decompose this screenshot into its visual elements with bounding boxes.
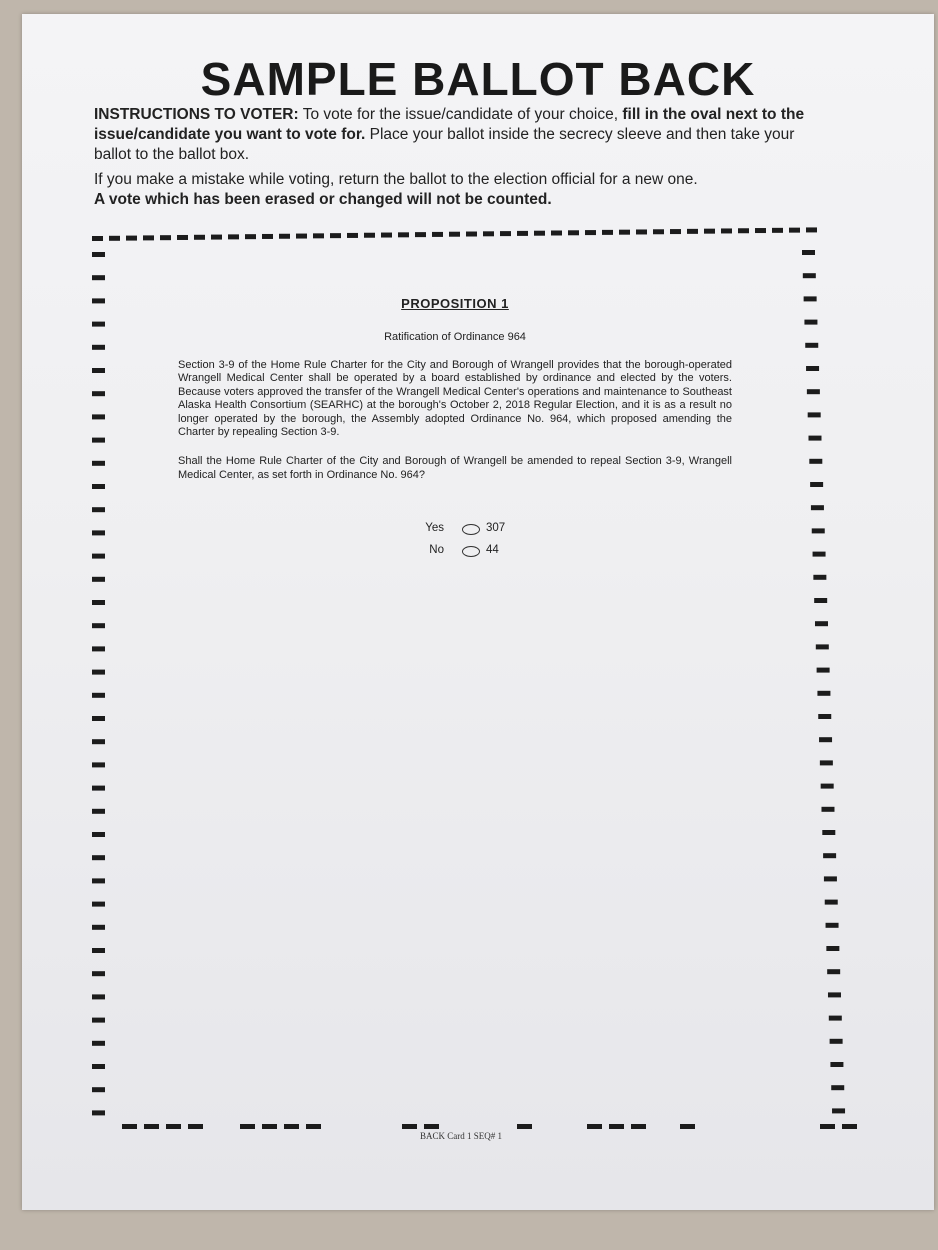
- timing-mark-top: [704, 229, 715, 234]
- timing-mark-right: [817, 691, 830, 696]
- timing-mark-left: [92, 554, 105, 559]
- timing-mark-right: [811, 505, 824, 510]
- timing-mark-left: [92, 670, 105, 675]
- timing-mark-right: [830, 1039, 843, 1044]
- timing-mark-right: [808, 436, 821, 441]
- timing-marks: [22, 14, 934, 1210]
- timing-mark-right: [817, 668, 830, 673]
- timing-mark-right: [823, 853, 836, 858]
- timing-mark-bottom: [820, 1124, 835, 1129]
- timing-mark-top: [347, 233, 358, 238]
- vote-count-yes: 307: [486, 522, 506, 534]
- timing-mark-top: [211, 235, 222, 240]
- timing-mark-left: [92, 832, 105, 837]
- timing-mark-left: [92, 762, 105, 767]
- timing-mark-top: [415, 232, 426, 237]
- timing-mark-left: [92, 1087, 105, 1092]
- ballot-title: SAMPLE BALLOT BACK: [200, 53, 756, 105]
- timing-mark-top: [279, 234, 290, 239]
- timing-mark-right: [830, 1062, 843, 1067]
- timing-mark-left: [92, 809, 105, 814]
- timing-mark-right: [807, 389, 820, 394]
- timing-mark-right: [808, 412, 821, 417]
- timing-mark-top: [313, 233, 324, 238]
- timing-mark-top: [517, 231, 528, 236]
- timing-mark-left: [92, 1041, 105, 1046]
- timing-mark-right: [822, 830, 835, 835]
- timing-mark-right: [821, 807, 834, 812]
- timing-mark-left: [92, 414, 105, 419]
- timing-mark-bottom: [680, 1124, 695, 1129]
- timing-mark-right: [810, 482, 823, 487]
- timing-mark-right: [829, 1016, 842, 1021]
- timing-mark-right: [805, 343, 818, 348]
- timing-mark-left: [92, 461, 105, 466]
- timing-mark-right: [809, 459, 822, 464]
- timing-mark-bottom: [240, 1124, 255, 1129]
- timing-mark-right: [825, 900, 838, 905]
- oval-icon-yes[interactable]: [462, 524, 480, 535]
- timing-mark-right: [831, 1085, 844, 1090]
- timing-mark-top: [670, 229, 681, 234]
- timing-mark-right: [827, 969, 840, 974]
- timing-mark-right: [804, 320, 817, 325]
- timing-mark-left: [92, 577, 105, 582]
- timing-mark-left: [92, 994, 105, 999]
- timing-mark-left: [92, 971, 105, 976]
- timing-mark-top: [534, 231, 545, 236]
- timing-mark-top: [296, 234, 307, 239]
- timing-mark-top: [466, 232, 477, 237]
- timing-mark-right: [818, 714, 831, 719]
- timing-mark-right: [820, 760, 833, 765]
- timing-mark-right: [814, 598, 827, 603]
- timing-mark-top: [721, 228, 732, 233]
- timing-mark-left: [92, 391, 105, 396]
- timing-mark-top: [619, 230, 630, 235]
- timing-mark-top: [449, 232, 460, 237]
- proposition-description: Section 3-9 of the Home Rule Charter for the City and Borough of Wrangell provides that the borough-operated Wrangell Medical Center shall be operated by a board established by ordinance and elected by the voters. Because voters approved the transfer of the Wrangell Medical Center's operations and maintenance to Southeast Alaska Health Consortium (SEARHC) at the borough's October 2, 2018 Regular Election, and it is as a result no longer operated by the borough, the Assembly adopted Ordinance No. 964, which proposed amending the Charter by repealing Section 3-9.: [178, 359, 732, 439]
- timing-mark-left: [92, 646, 105, 651]
- timing-mark-bottom: [122, 1124, 137, 1129]
- timing-mark-top: [687, 229, 698, 234]
- timing-mark-left: [92, 345, 105, 350]
- choice-label-no: No: [429, 544, 444, 556]
- instructions-text-end: Place your ballot inside the secrecy sleeve and then take your ballot to the ballot box.: [94, 126, 795, 163]
- timing-mark-left: [92, 507, 105, 512]
- timing-mark-top: [772, 228, 783, 233]
- timing-mark-top: [330, 233, 341, 238]
- timing-mark-top: [364, 233, 375, 238]
- timing-mark-left: [92, 438, 105, 443]
- timing-mark-left: [92, 925, 105, 930]
- timing-mark-right: [804, 296, 817, 301]
- timing-mark-top: [653, 229, 664, 234]
- timing-mark-top: [160, 235, 171, 240]
- timing-mark-right: [816, 644, 829, 649]
- instructions-heading: INSTRUCTIONS TO VOTER:: [94, 106, 299, 123]
- timing-mark-bottom: [842, 1124, 857, 1129]
- timing-mark-right: [832, 1108, 845, 1113]
- mistake-text: If you make a mistake while voting, return the ballot to the election official for a new one.: [94, 171, 698, 188]
- instructions-emphasis: fill in the oval next to the issue/candidate you want to vote for.: [94, 106, 805, 143]
- timing-mark-top: [177, 235, 188, 240]
- timing-mark-top: [92, 236, 103, 241]
- timing-mark-right: [813, 552, 826, 557]
- erased-warning: A vote which has been erased or changed will not be counted.: [94, 191, 552, 208]
- proposition-title: PROPOSITION 1: [401, 296, 509, 311]
- timing-mark-bottom: [424, 1124, 439, 1129]
- timing-mark-left: [92, 275, 105, 280]
- timing-mark-bottom: [188, 1124, 203, 1129]
- timing-mark-right: [824, 876, 837, 881]
- timing-mark-right: [813, 575, 826, 580]
- timing-mark-bottom: [517, 1124, 532, 1129]
- timing-mark-top: [126, 236, 137, 241]
- timing-mark-left: [92, 948, 105, 953]
- timing-mark-left: [92, 902, 105, 907]
- ballot-paper: [22, 14, 934, 1210]
- timing-mark-left: [92, 786, 105, 791]
- timing-mark-left: [92, 530, 105, 535]
- timing-mark-top: [755, 228, 766, 233]
- timing-mark-bottom: [631, 1124, 646, 1129]
- ballot-card-code: BACK Card 1 SEQ# 1: [420, 1131, 503, 1141]
- timing-mark-right: [815, 621, 828, 626]
- timing-mark-left: [92, 322, 105, 327]
- proposition-section: [178, 296, 732, 482]
- timing-mark-bottom: [144, 1124, 159, 1129]
- timing-mark-left: [92, 1064, 105, 1069]
- timing-mark-right: [828, 992, 841, 997]
- timing-mark-bottom: [609, 1124, 624, 1129]
- timing-mark-top: [585, 230, 596, 235]
- oval-icon-no[interactable]: [462, 546, 480, 557]
- timing-mark-top: [789, 228, 800, 233]
- timing-mark-top: [228, 234, 239, 239]
- timing-mark-top: [806, 227, 817, 232]
- timing-mark-right: [802, 250, 815, 255]
- timing-mark-left: [92, 484, 105, 489]
- timing-mark-right: [826, 923, 839, 928]
- timing-mark-top: [432, 232, 443, 237]
- timing-mark-right: [826, 946, 839, 951]
- timing-mark-top: [738, 228, 749, 233]
- timing-mark-top: [568, 230, 579, 235]
- proposition-subtitle: Ratification of Ordinance 964: [384, 331, 526, 343]
- timing-mark-right: [806, 366, 819, 371]
- timing-mark-top: [602, 230, 613, 235]
- timing-mark-top: [381, 233, 392, 238]
- timing-mark-left: [92, 1110, 105, 1115]
- timing-mark-left: [92, 298, 105, 303]
- timing-mark-left: [92, 252, 105, 257]
- choice-label-yes: Yes: [425, 522, 444, 534]
- timing-mark-top: [143, 235, 154, 240]
- timing-mark-right: [819, 737, 832, 742]
- timing-mark-left: [92, 878, 105, 883]
- timing-mark-right: [803, 273, 816, 278]
- timing-mark-left: [92, 1018, 105, 1023]
- timing-mark-top: [500, 231, 511, 236]
- timing-mark-bottom: [262, 1124, 277, 1129]
- timing-mark-bottom: [587, 1124, 602, 1129]
- timing-mark-left: [92, 600, 105, 605]
- timing-mark-top: [194, 235, 205, 240]
- timing-mark-left: [92, 368, 105, 373]
- timing-mark-left: [92, 716, 105, 721]
- timing-mark-left: [92, 855, 105, 860]
- timing-mark-top: [109, 236, 120, 241]
- timing-mark-right: [812, 528, 825, 533]
- timing-mark-top: [483, 231, 494, 236]
- timing-mark-top: [551, 230, 562, 235]
- timing-mark-bottom: [166, 1124, 181, 1129]
- timing-mark-top: [245, 234, 256, 239]
- timing-mark-left: [92, 693, 105, 698]
- vote-count-no: 44: [486, 544, 499, 556]
- timing-mark-top: [398, 232, 409, 237]
- instructions-text: To vote for the issue/candidate of your choice,: [298, 106, 623, 123]
- timing-mark-top: [636, 229, 647, 234]
- timing-mark-left: [92, 739, 105, 744]
- timing-mark-left: [92, 623, 105, 628]
- proposition-question: Shall the Home Rule Charter of the City and Borough of Wrangell be amended to repeal Section 3-9, Wrangell Medical Center, as set forth in Ordinance No. 964?: [178, 455, 732, 481]
- timing-mark-top: [262, 234, 273, 239]
- timing-mark-bottom: [284, 1124, 299, 1129]
- timing-mark-bottom: [402, 1124, 417, 1129]
- timing-mark-right: [821, 784, 834, 789]
- timing-mark-bottom: [306, 1124, 321, 1129]
